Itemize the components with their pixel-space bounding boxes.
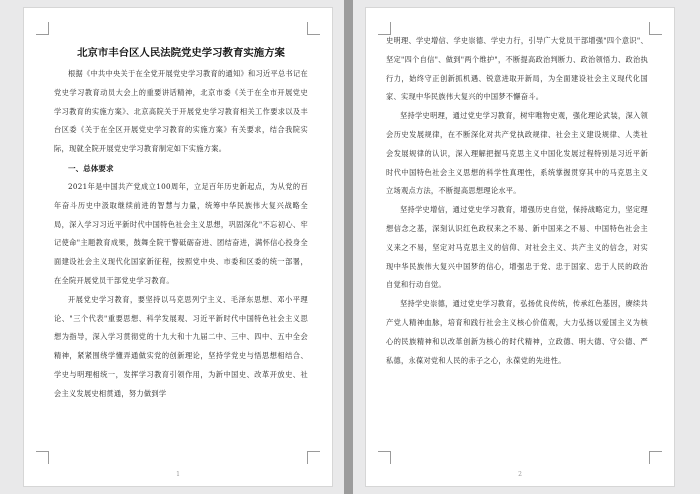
page-number: 1 [176, 471, 180, 478]
body-paragraph: 史明理、学史增信、学史崇德、学史力行，引导广大党员干部增强"四个意识"、坚定"四个自信"、做到"两个维护"，不断提高政治判断力、政治领悟力、政治执行力，始终守正创新抓机遇、锐意进取开新局，为全面建设社会主义现代化国家、实现中华民族伟大复兴的中国梦不懈奋斗。 [386, 36, 648, 102]
section-heading: 一、总体要求 [68, 163, 114, 173]
margin-corner-mark [307, 451, 320, 464]
body-paragraph: 坚持学史崇德，通过党史学习教育，弘扬优良传统，传承红色基因，赓续共产党人精神血脉，培育和践行社会主义核心价值观，大力弘扬以爱国主义为核心的民族精神和以改革创新为核心的时代精神，立政德、明大德、守公德、严私德，永葆对党和人民的赤子之心，永葆党的先进性。 [386, 299, 648, 365]
body-paragraph: 开展党史学习教育，要坚持以马克思列宁主义、毛泽东思想、邓小平理论、"三个代表"重要思想、科学发展观、习近平新时代中国特色社会主义思想为指导，深入学习贯彻党的十九大和十九届二中、三中、四中、五中全会精神，紧紧围绕学懂弄通做实党的创新理论，坚持学党史与悟思想相结合、学史与明理相统一，发挥学习教育引领作用，为新中国史、改革开放史、社会主义发展史相贯通，努力做到学 [54, 294, 308, 398]
margin-corner-mark [36, 22, 49, 35]
body-paragraph: 坚持学史增信，通过党史学习教育，增强历史自觉，保持战略定力，坚定理想信念之基，深刻认识红色政权来之不易、新中国来之不易、中国特色社会主义来之不易，坚定对马克思主义的信仰、对社会主义、共产主义的信念，对实现中华民族伟大复兴中国梦的信心，增强忠于党、忠于国家、忠于人民的政治自觉和行动自觉。 [386, 205, 648, 290]
page-2-body[interactable] [386, 32, 648, 370]
margin-corner-mark [649, 22, 662, 35]
margin-corner-mark [378, 451, 391, 464]
margin-corner-mark [649, 451, 662, 464]
body-paragraph: 坚持学史明理，通过党史学习教育，树牢唯物史观，强化理论武装，深入领会历史发展规律，在不断深化对共产党执政规律、社会主义建设规律、人类社会发展规律的认识，深入理解把握马克思主义中国化发展过程特别是习近平新时代中国特色社会主义思想的科学性真理性，系统掌握贯穿其中的马克思主义立场观点方法，不断提高思想理论水平。 [386, 111, 648, 196]
margin-corner-mark [36, 451, 49, 464]
document-page-2 [366, 8, 674, 486]
page-1-body[interactable] [54, 40, 308, 404]
document-title: 北京市丰台区人民法院党史学习教育实施方案 [77, 47, 285, 59]
document-page-1 [24, 8, 332, 486]
page-gap-divider [344, 0, 353, 494]
page-number: 2 [518, 471, 522, 478]
body-paragraph: 2021年是中国共产党成立100周年，立足百年历史新起点，为从党的百年奋斗历史中汲取继续前进的智慧与力量，统筹中华民族伟大复兴战略全局，深入学习习近平新时代中国特色社会主义思想，巩固深化"不忘初心、牢记使命"主题教育成果，鼓舞全院干警砥砺奋进、团结奋进，满怀信心投身全面建设社会主义现代化国家新征程，按照党中央、市委和区委的统一部署，在全院开展党员干部党史学习教育。 [54, 181, 308, 285]
body-paragraph: 根据《中共中央关于在全党开展党史学习教育的通知》和习近平总书记在党史学习教育动员大会上的重要讲话精神，北京市委《关于在全市开展党史学习教育的实施方案》、北京高院关于开展党史学习教育相关工作要求以及丰台区委《关于在全区开展党史学习教育的实施方案》有关要求，结合我院实际，现就全院开展党史学习教育制定如下实施方案。 [54, 69, 308, 154]
margin-corner-mark [307, 22, 320, 35]
